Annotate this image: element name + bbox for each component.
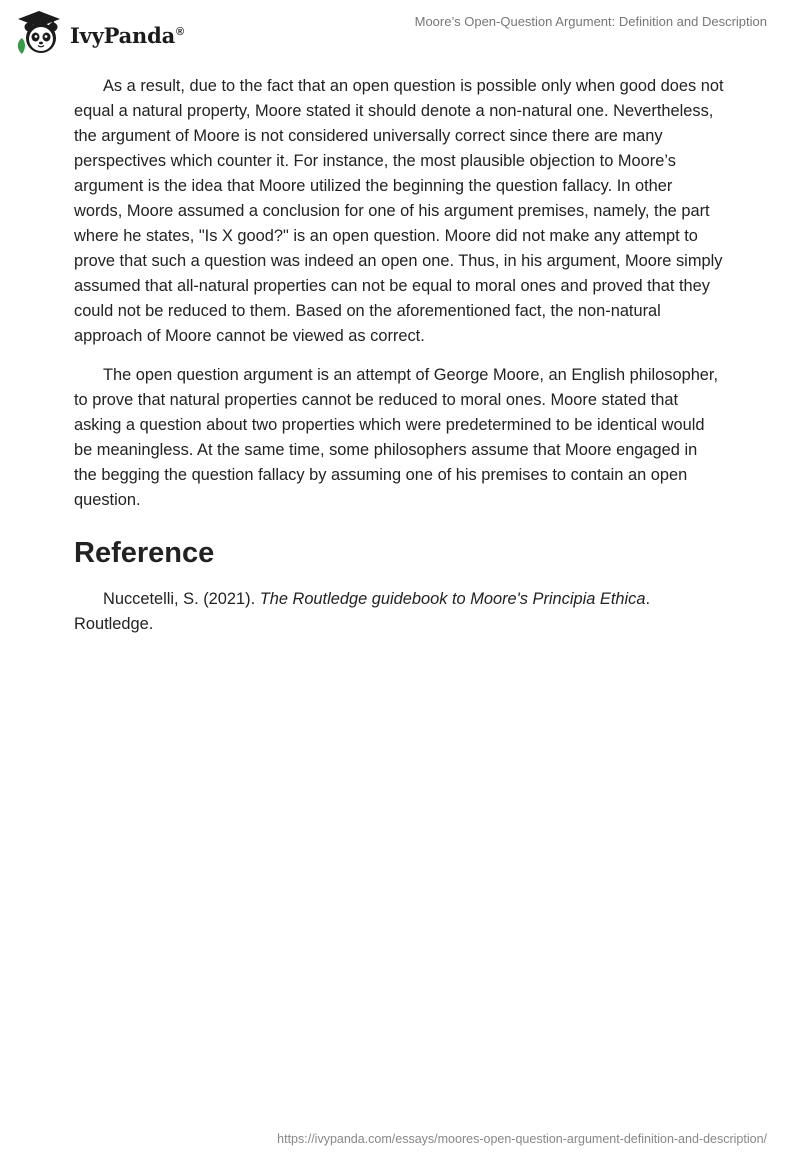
panda-graduate-icon	[14, 8, 64, 58]
ivypanda-logo[interactable]	[14, 8, 184, 58]
document-title: Moore’s Open-Question Argument: Definition and Description	[414, 14, 767, 29]
reference-authors: Nuccetelli, S. (2021).	[103, 590, 260, 608]
body-paragraph: The open question argument is an attempt of George Moore, an English philosopher, to prove that natural properties cannot be reduced to moral ones. Moore stated that asking a question about two properties which were predetermined to be identical would be meaningless. At the same time, some philosophers assume that Moore engaged in the begging the question fallacy by assuming one of his premises to contain an open question.	[74, 366, 719, 509]
body-paragraph: As a result, due to the fact that an open question is possible only when good does not equal a natural property, Moore stated it should denote a non-natural one. Nevertheless, the argument of Moore is not considered universally correct since there are many perspectives which counter it. For instance, the most plausible objection to Moore’s argument is the idea that Moore utilized the beginning the question fallacy. In other words, Moore assumed a conclusion for one of his argument premises, namely, the part where he states, "Is X good?" is an open question. Moore did not make any attempt to prove that such a question was indeed an open one. Thus, in his argument, Moore simply assumed that all-natural properties can not be equal to moral ones and proved that they could not be reduced to them. Based on the aforementioned fact, the non-natural approach of Moore cannot be viewed as correct.	[74, 77, 724, 345]
reference-title: The Routledge guidebook to Moore's Principia Ethica	[259, 590, 646, 608]
essay-content	[74, 74, 724, 637]
reference-publisher: Routledge.	[74, 615, 154, 633]
registered-mark: ®	[176, 25, 184, 38]
reference-entry	[74, 587, 724, 637]
logo-wordmark: IvyPanda®	[70, 22, 184, 48]
reference-heading: Reference	[74, 537, 215, 569]
page-header	[0, 0, 800, 64]
reference-title-period: .	[645, 590, 651, 608]
source-url[interactable]: https://ivypanda.com/essays/moores-open-question-argument-definition-and-description/	[277, 1132, 767, 1146]
